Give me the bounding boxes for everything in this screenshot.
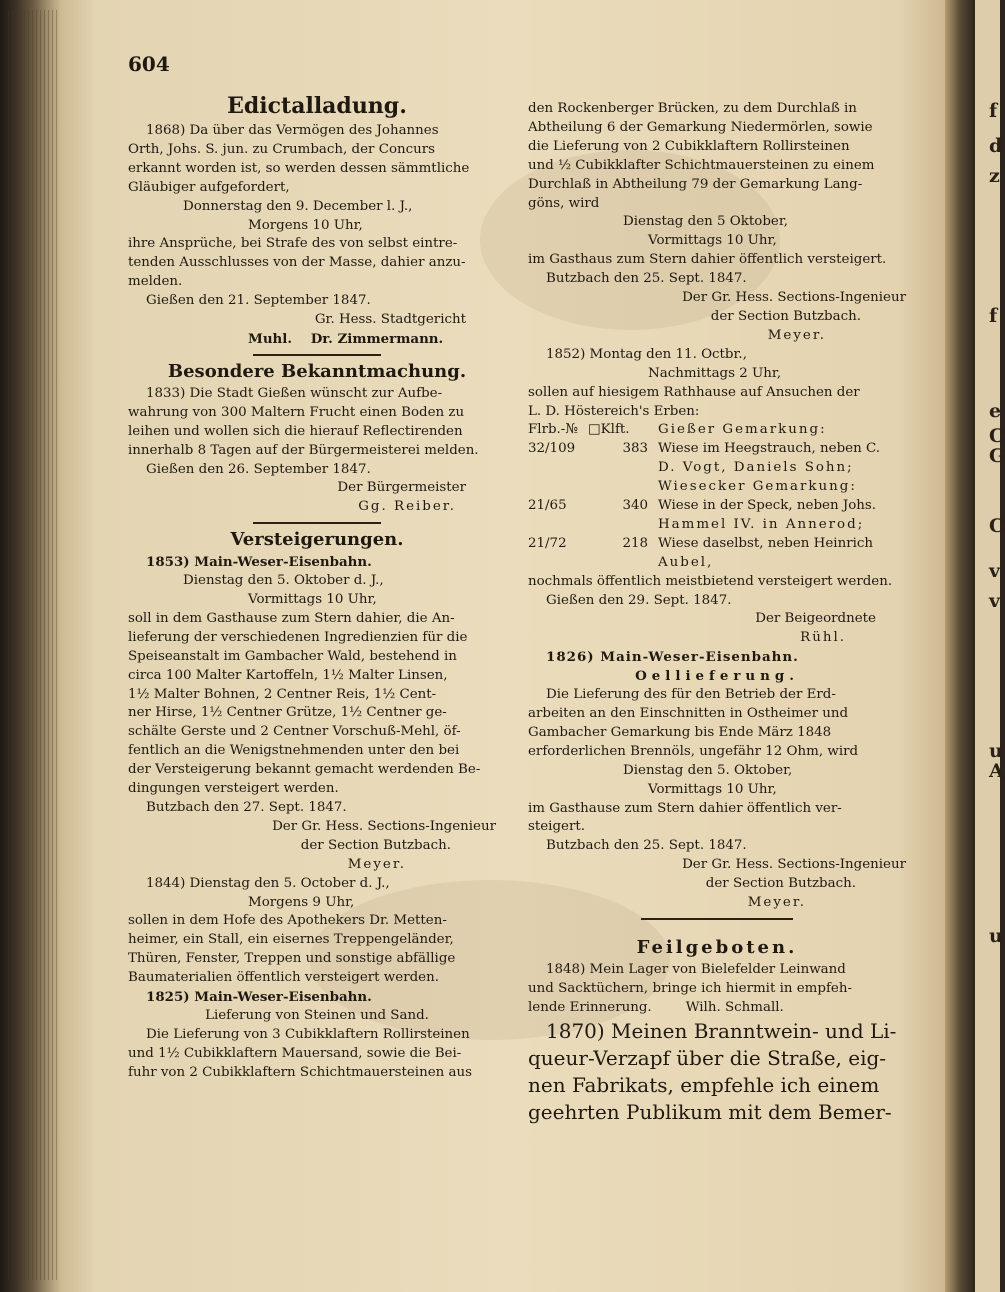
page-number: 604 xyxy=(128,52,170,76)
left-column xyxy=(128,90,506,1083)
text-line: und 1½ Cubikklaftern Mauersand, sowie die Bei- xyxy=(128,1045,462,1061)
text-line: fuhr von 2 Cubikklaftern Schichtmauersteinen aus xyxy=(128,1064,472,1080)
text-line: innerhalb 8 Tagen auf der Bürgermeisterei melden. xyxy=(128,442,479,458)
table-cell: 340 xyxy=(622,498,648,514)
text-line: 1868) Da über das Vermögen des Johannes xyxy=(146,123,439,138)
table-row xyxy=(528,535,906,554)
text-line: steigert. xyxy=(528,819,585,835)
text-line: tenden Ausschlusses von der Masse, dahier anzu- xyxy=(128,255,466,271)
text-line: Thüren, Fenster, Treppen und sonstige abfällige xyxy=(128,951,456,967)
text-line: Dienstag den 5. Oktober, xyxy=(623,762,793,778)
text-line: nochmals öffentlich meistbietend versteigert werden. xyxy=(528,573,893,589)
text-line: Dienstag den 5. Oktober d. J., xyxy=(183,573,384,589)
signature-line: Muhl. Dr. Zimmermann. xyxy=(248,330,444,347)
text-line: Oellieferung. xyxy=(635,668,799,685)
text-line: arbeiten an den Einschnitten in Ostheimer und xyxy=(528,706,849,721)
table-cell: 32/109 xyxy=(528,441,576,457)
text-line: dingungen versteigert werden. xyxy=(128,781,339,797)
text-line: soll in dem Gasthause zum Stern dahier, die An- xyxy=(128,610,455,626)
text-line: im Gasthaus zum Stern dahier öffentlich versteigert. xyxy=(528,252,887,268)
table-cell: Aubel, xyxy=(658,554,714,570)
text-line: die Lieferung von 2 Cubikklaftern Rollirsteinen xyxy=(528,138,850,154)
text-line: göns, wird xyxy=(528,195,600,211)
text-line: Gambacher Gemarkung bis Ende März 1848 xyxy=(528,724,832,740)
text-line: L. D. Höstereich's Erben: xyxy=(528,403,700,419)
advert-line: 1870) Meinen Branntwein- und Li- xyxy=(546,1018,897,1043)
table-cell xyxy=(588,554,658,573)
text-line: erkannt worden ist, so werden dessen sämmtliche xyxy=(128,160,470,176)
table-cell: Wiese daselbst, neben Heinrich xyxy=(658,535,874,551)
column-header-flur: Flrb.-№ xyxy=(528,422,578,438)
table-row xyxy=(528,497,906,516)
text-line: der Versteigerung bekannt gemacht werdenden Be- xyxy=(128,762,481,778)
text-line: Vormittags 10 Uhr, xyxy=(648,233,777,249)
advert-line: nen Fabrikats, empfehle ich einem xyxy=(528,1072,880,1097)
text-line: Morgens 9 Uhr, xyxy=(248,894,355,910)
table-cell: Wiesecker Gemarkung: xyxy=(658,479,857,495)
text-line: Der Gr. Hess. Sections-Ingenieur xyxy=(272,818,496,834)
text-line: 1844) Dienstag den 5. October d. J., xyxy=(146,875,390,891)
text-line: ner Hirse, 1½ Centner Grütze, 1½ Centner ge- xyxy=(128,705,447,721)
table-row xyxy=(528,440,906,459)
text-line: 1852) Montag den 11. Octbr., xyxy=(546,346,747,362)
advert-line: queur-Verzapf über die Straße, eig- xyxy=(528,1045,887,1070)
section-heading-bekanntmachung: Besondere Bekanntmachung. xyxy=(167,360,467,382)
table-cell xyxy=(528,478,588,497)
table-cell xyxy=(588,459,658,478)
signature-line: Gg. Reiber. xyxy=(358,499,456,515)
text-line: den Rockenberger Brücken, zu dem Durchlaß in xyxy=(528,101,857,116)
table-cell xyxy=(528,516,588,535)
text-line: Baumaterialien öffentlich versteigert werden. xyxy=(128,970,439,986)
text-line: Die Lieferung von 3 Cubikklaftern Rollirsteinen xyxy=(146,1026,470,1042)
text-line: im Gasthause zum Stern dahier öffentlich ver- xyxy=(528,800,842,816)
table-cell: 21/65 xyxy=(528,498,567,514)
section-heading-edictalladung: Edictalladung. xyxy=(227,93,407,119)
text-line: Butzbach den 27. Sept. 1847. xyxy=(146,800,347,815)
text-line: 1848) Mein Lager von Bielefelder Leinwand xyxy=(546,961,846,977)
table-row xyxy=(528,478,906,497)
text-line: lende Erinnerung. Wilh. Schmall. xyxy=(528,999,784,1015)
text-line: der Section Butzbach. xyxy=(300,837,451,853)
next-page-edge: f d z f e C G C v v u A u xyxy=(975,0,1000,1292)
text-line: Butzbach den 25. Sept. 1847. xyxy=(546,838,747,854)
text-line: Abtheilung 6 der Gemarkung Niedermörlen, sowie xyxy=(528,119,873,135)
text-line: melden. xyxy=(128,274,183,290)
text-line: Morgens 10 Uhr, xyxy=(248,217,363,233)
text-line: erforderlichen Brennöls, ungefähr 12 Ohm, wird xyxy=(528,743,859,759)
book-gutter xyxy=(945,0,975,1292)
text-line: 1853) Main-Weser-Eisenbahn. xyxy=(146,554,372,571)
text-line: 1833) Die Stadt Gießen wünscht zur Aufbe- xyxy=(146,385,443,401)
right-column xyxy=(528,100,906,1126)
signature-line: Meyer. xyxy=(747,895,806,911)
text-line: sollen auf hiesigem Rathhause auf Ansuchen der xyxy=(528,384,860,400)
table-cell xyxy=(528,459,588,478)
table-cell xyxy=(588,478,658,497)
signature-line: Meyer. xyxy=(347,856,406,872)
text-line: 1½ Malter Bohnen, 2 Centner Reis, 1½ Cent- xyxy=(128,686,437,702)
text-line: Gießen den 26. September 1847. xyxy=(146,461,371,477)
section-heading-feilgeboten: Feilgeboten. xyxy=(636,936,798,958)
text-line: Der Beigeordnete xyxy=(755,611,876,627)
signature-line: Rühl. xyxy=(800,630,846,646)
table-cell: 383 xyxy=(622,441,648,457)
book-edge-left xyxy=(0,0,60,1292)
text-line: leihen und wollen sich die hierauf Reflectirenden xyxy=(128,423,463,439)
table-cell: Wiese im Heegstrauch, neben C. xyxy=(658,441,880,457)
text-line: Gießen den 29. Sept. 1847. xyxy=(546,592,732,608)
text-line: und Sacktüchern, bringe ich hiermit in empfeh- xyxy=(528,980,852,996)
divider xyxy=(128,349,506,359)
text-line: ihre Ansprüche, bei Strafe des von selbst eintre- xyxy=(128,236,458,252)
text-line: Dienstag den 5 Oktober, xyxy=(623,214,789,230)
advert-line: geehrten Publikum mit dem Bemer- xyxy=(528,1099,892,1124)
text-line: Nachmittags 2 Uhr, xyxy=(648,365,782,381)
text-line: Der Bürgermeister xyxy=(337,480,466,496)
text-line: circa 100 Malter Kartoffeln, 1½ Malter Linsen, xyxy=(128,667,448,683)
section-heading-versteigerungen: Versteigerungen. xyxy=(230,529,404,551)
text-line: wahrung von 300 Maltern Frucht einen Boden zu xyxy=(128,404,465,420)
text-line: Orth, Johs. S. jun. zu Crumbach, der Concurs xyxy=(128,141,436,157)
text-line: lieferung der verschiedenen Ingredienzien für die xyxy=(128,629,468,645)
table-cell: Hammel IV. in Annerod; xyxy=(658,516,865,532)
table-row xyxy=(528,554,906,573)
column-header-gemarkung: Gießer Gemarkung: xyxy=(658,422,827,438)
text-line: 1825) Main-Weser-Eisenbahn. xyxy=(146,989,372,1006)
text-line: heimer, ein Stall, ein eisernes Treppengeländer, xyxy=(128,932,454,948)
text-line: Gläubiger aufgefordert, xyxy=(128,179,290,195)
divider xyxy=(128,517,506,527)
text-line: Butzbach den 25. Sept. 1847. xyxy=(546,271,747,287)
text-line: fentlich an die Wenigstnehmenden unter den bei xyxy=(128,743,460,759)
text-line: Durchlaß in Abtheilung 79 der Gemarkung Lang- xyxy=(528,176,863,192)
table-row xyxy=(528,516,906,535)
text-line: der Section Butzbach. xyxy=(705,876,856,892)
text-line: Vormittags 10 Uhr, xyxy=(648,781,777,797)
table-cell: Wiese in der Speck, neben Johs. xyxy=(658,498,877,514)
text-line: Gießen den 21. September 1847. xyxy=(146,293,371,309)
column-header-klafter: □Klft. xyxy=(588,422,630,438)
table-cell xyxy=(528,554,588,573)
text-line: Die Lieferung des für den Betrieb der Erd- xyxy=(546,687,836,703)
table-cell: D. Vogt, Daniels Sohn; xyxy=(658,460,854,476)
text-line: Donnerstag den 9. December l. J., xyxy=(183,198,413,214)
text-line: und ½ Cubikklafter Schichtmauersteinen zu einem xyxy=(528,157,875,173)
text-line: Vormittags 10 Uhr, xyxy=(248,592,377,608)
text-line: 1826) Main-Weser-Eisenbahn. xyxy=(546,649,799,666)
table-cell: 218 xyxy=(622,535,648,551)
text-line: Gr. Hess. Stadtgericht xyxy=(314,312,466,328)
table-cell: 21/72 xyxy=(528,535,567,551)
text-line: Der Gr. Hess. Sections-Ingenieur xyxy=(682,857,906,873)
table-row xyxy=(528,459,906,478)
table-header xyxy=(528,421,906,440)
table-cell xyxy=(588,516,658,535)
divider xyxy=(528,913,906,935)
text-line: Der Gr. Hess. Sections-Ingenieur xyxy=(682,290,906,306)
text-line: schälte Gerste und 2 Centner Vorschuß-Mehl, öf- xyxy=(128,724,461,740)
text-line: Speiseanstalt im Gambacher Wald, bestehend in xyxy=(128,648,457,664)
text-line: sollen in dem Hofe des Apothekers Dr. Metten- xyxy=(128,913,447,929)
signature-line: Meyer. xyxy=(767,327,826,343)
text-line: der Section Butzbach. xyxy=(710,308,861,324)
text-line: Lieferung von Steinen und Sand. xyxy=(205,1007,429,1023)
